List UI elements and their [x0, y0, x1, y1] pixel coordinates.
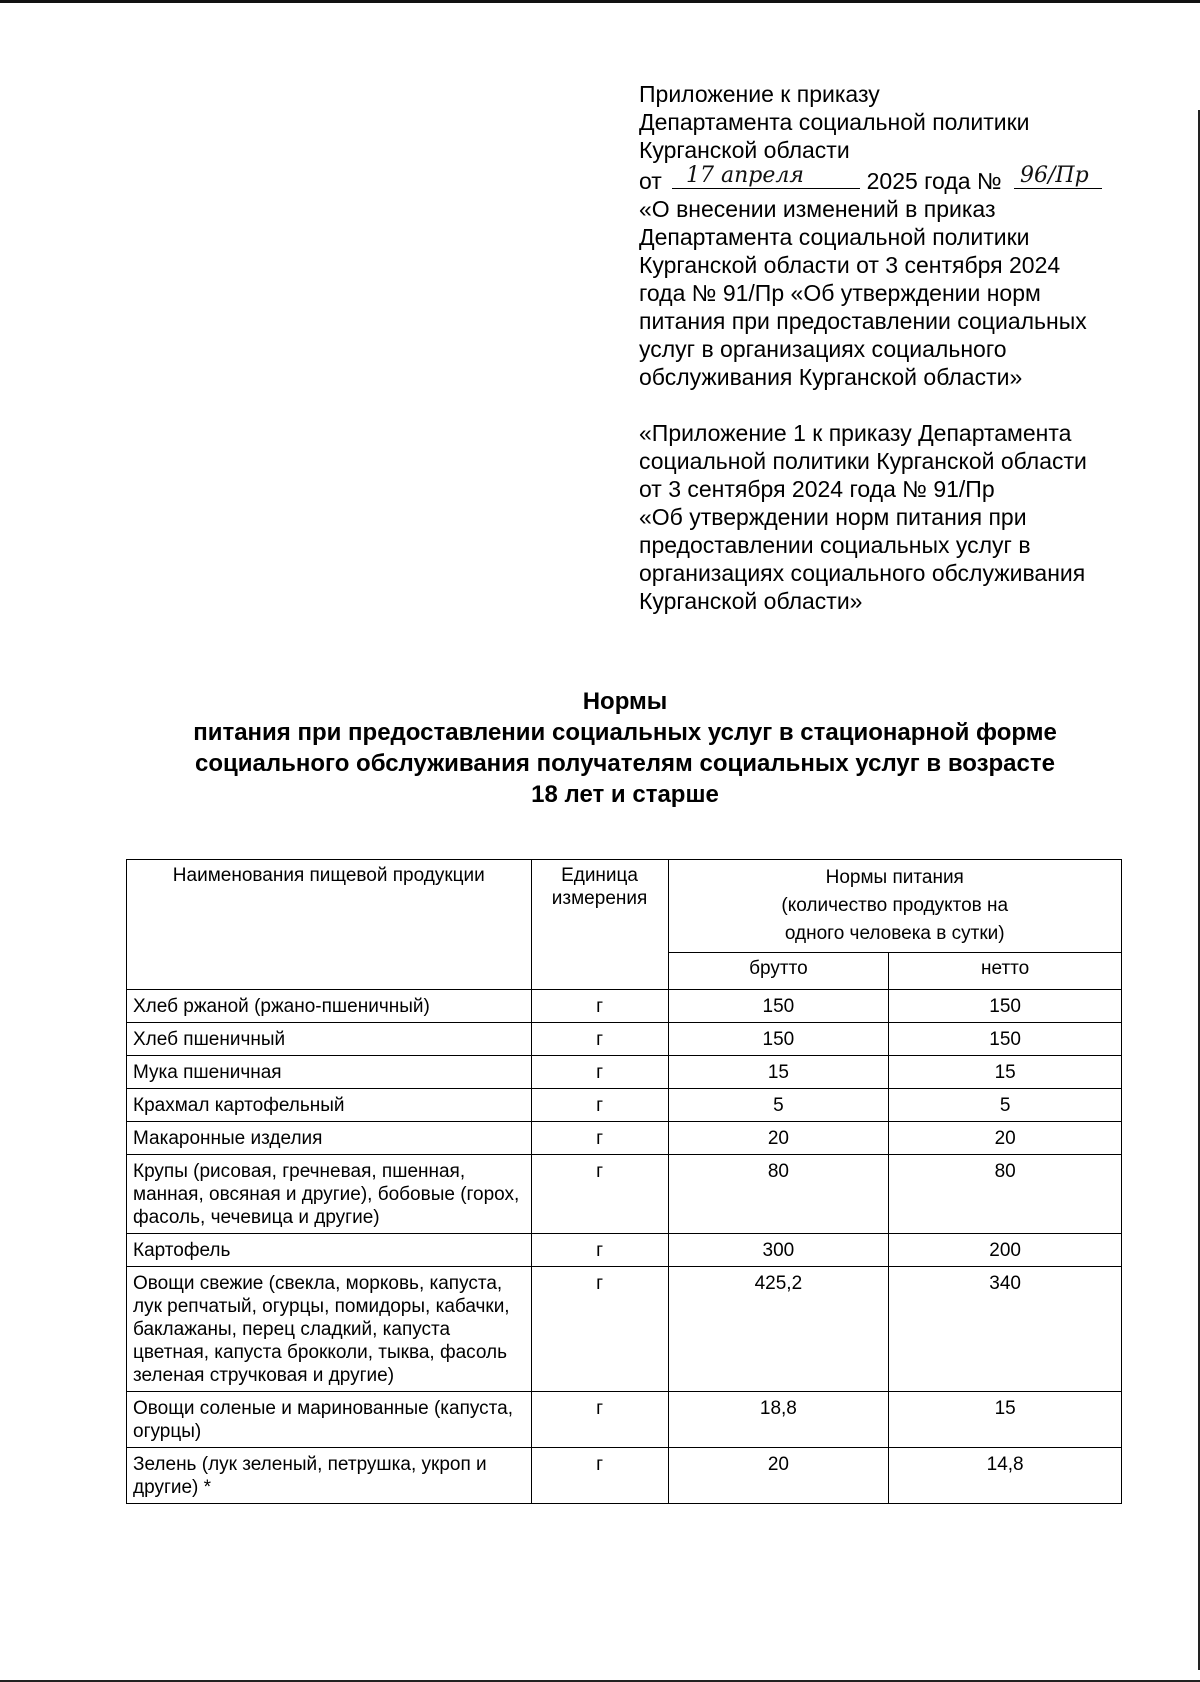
table-row [127, 1023, 1122, 1056]
header-line: услуг в организациях социального [639, 336, 1007, 362]
unit-cell: г [531, 1122, 668, 1155]
product-name: Зелень (лук зеленый, петрушка, укроп и другие) * [127, 1448, 532, 1504]
column-header-norms [668, 860, 1121, 953]
header-spacer [639, 391, 1109, 419]
brutto-cell: 15 [668, 1056, 889, 1089]
document-title [120, 686, 1130, 810]
handwritten-date [672, 164, 860, 189]
unit-cell: г [531, 1023, 668, 1056]
netto-cell: 150 [889, 990, 1122, 1023]
unit-header-line: измерения [551, 888, 648, 909]
product-name: Крахмал картофельный [127, 1089, 532, 1122]
column-header-brutto: брутто [668, 953, 889, 990]
netto-cell: 20 [889, 1122, 1122, 1155]
header-line: обслуживания Курганской области» [639, 364, 1023, 390]
product-name: Картофель [127, 1234, 532, 1267]
netto-cell: 15 [889, 1056, 1122, 1089]
scan-border-top [0, 0, 1200, 3]
norms-header-line: одного человека в сутки) [784, 923, 1005, 944]
table-row [127, 1089, 1122, 1122]
table-row [127, 1155, 1122, 1234]
table-row [127, 1392, 1122, 1448]
netto-cell: 200 [889, 1234, 1122, 1267]
unit-cell: г [531, 1448, 668, 1504]
date-prefix: от [639, 168, 662, 194]
column-header-unit [531, 860, 668, 990]
table-row [127, 1056, 1122, 1089]
brutto-cell: 150 [668, 1023, 889, 1056]
header-line: года № 91/Пр «Об утверждении норм [639, 280, 1041, 306]
header-line: «Приложение 1 к приказу Департамента [639, 420, 1072, 446]
unit-cell: г [531, 1267, 668, 1392]
title-line: 18 лет и старше [531, 781, 719, 808]
brutto-cell: 150 [668, 990, 889, 1023]
netto-cell: 80 [889, 1155, 1122, 1234]
title-line: социального обслуживания получателям социальных услуг в возрасте [195, 750, 1055, 777]
brutto-cell: 20 [668, 1448, 889, 1504]
header-line: Департамента социальной политики [639, 109, 1030, 135]
table-row [127, 1122, 1122, 1155]
header-line: организациях социального обслуживания [639, 560, 1086, 586]
title-line: питания при предоставлении социальных услуг в стационарной форме [193, 719, 1057, 746]
netto-cell: 150 [889, 1023, 1122, 1056]
unit-cell: г [531, 990, 668, 1023]
netto-cell: 5 [889, 1089, 1122, 1122]
product-name: Мука пшеничная [127, 1056, 532, 1089]
svg-text:96/Пр: 96/Пр [1020, 163, 1089, 188]
unit-cell: г [531, 1089, 668, 1122]
column-header-name: Наименования пищевой продукции [127, 860, 532, 990]
netto-cell: 14,8 [889, 1448, 1122, 1504]
product-name: Овощи свежие (свекла, морковь, капуста, лук репчатый, огурцы, помидоры, кабачки, баклажаны, перец сладкий, капуста цветная, капуста брокколи, тыква, фасоль зеленая стручковая и другие) [127, 1267, 532, 1392]
product-name: Крупы (рисовая, гречневая, пшенная, манная, овсяная и другие), бобовые (горох, фасоль, чечевица и другие) [127, 1155, 532, 1234]
header-line: «О внесении изменений в приказ [639, 196, 996, 222]
brutto-cell: 5 [668, 1089, 889, 1122]
product-name: Овощи соленые и маринованные (капуста, огурцы) [127, 1392, 532, 1448]
unit-cell: г [531, 1056, 668, 1089]
netto-cell: 340 [889, 1267, 1122, 1392]
header-date-line [639, 164, 1109, 195]
column-header-netto: нетто [889, 953, 1122, 990]
unit-cell: г [531, 1392, 668, 1448]
table-row [127, 1267, 1122, 1392]
table-row [127, 1234, 1122, 1267]
header-line: предоставлении социальных услуг в [639, 532, 1031, 558]
brutto-cell: 80 [668, 1155, 889, 1234]
norms-header-line: (количество продуктов на [781, 895, 1009, 916]
handwritten-number [1014, 164, 1102, 189]
header-line: Курганской области [639, 137, 850, 163]
header-line: Курганской области от 3 сентября 2024 [639, 252, 1061, 278]
norms-header-line: Нормы питания [825, 867, 964, 888]
header-line: социальной политики Курганской области [639, 448, 1087, 474]
header-line: от 3 сентября 2024 года № 91/Пр [639, 476, 995, 502]
nutrition-norms-table [126, 859, 1122, 1504]
header-line: Приложение к приказу [639, 81, 880, 107]
header-line: питания при предоставлении социальных [639, 308, 1087, 334]
table-row [127, 990, 1122, 1023]
brutto-cell: 18,8 [668, 1392, 889, 1448]
table-row [127, 1448, 1122, 1504]
appendix-header [639, 80, 1109, 615]
netto-cell: 15 [889, 1392, 1122, 1448]
header-line: Департамента социальной политики [639, 224, 1030, 250]
brutto-cell: 300 [668, 1234, 889, 1267]
unit-cell: г [531, 1234, 668, 1267]
header-line: Курганской области» [639, 588, 863, 614]
product-name: Хлеб ржаной (ржано-пшеничный) [127, 990, 532, 1023]
year-text: 2025 года № [866, 168, 1002, 194]
unit-header-line: Единица [561, 865, 638, 886]
handwritten-number-scribble [1014, 160, 1102, 190]
handwritten-date-scribble [672, 160, 860, 190]
product-name: Хлеб пшеничный [127, 1023, 532, 1056]
brutto-cell: 425,2 [668, 1267, 889, 1392]
header-line: «Об утверждении норм питания при [639, 504, 1027, 530]
brutto-cell: 20 [668, 1122, 889, 1155]
product-name: Макаронные изделия [127, 1122, 532, 1155]
unit-cell: г [531, 1155, 668, 1234]
svg-text:17 апреля: 17 апреля [686, 163, 805, 188]
title-line: Нормы [582, 688, 668, 715]
